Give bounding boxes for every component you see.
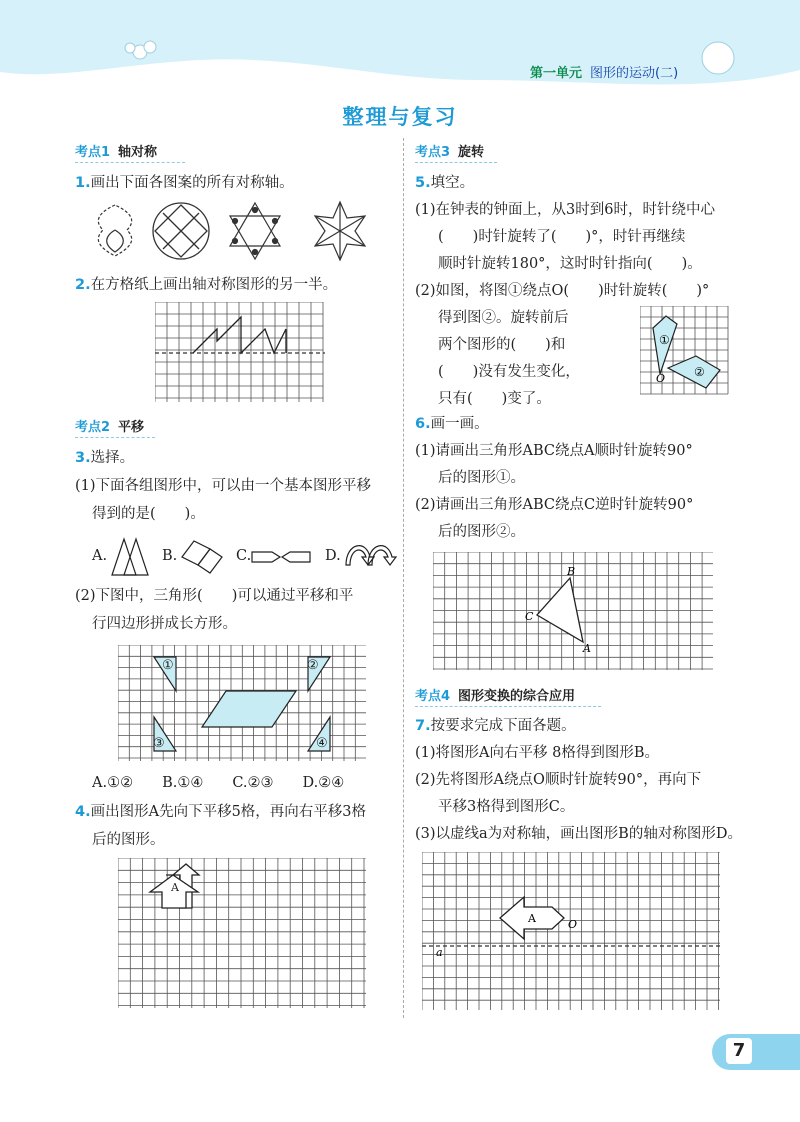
- vertex-c-label: C: [525, 610, 534, 623]
- q5-part1-line3: 顺时针旋转180°，这时时针指向( )。: [438, 256, 702, 272]
- q7-grid: [422, 852, 722, 1012]
- q4-line2: 后的图形。: [92, 832, 165, 848]
- rhombus-figure: [182, 541, 222, 573]
- axis-a-label: a: [436, 946, 443, 959]
- q4-grid: [118, 858, 368, 1010]
- section-1-heading: 考点1 轴对称: [75, 141, 185, 163]
- question-1: 1.画出下面各图案的所有对称轴。: [75, 175, 294, 191]
- q5-part2-line4: ( )没有发生变化，: [438, 364, 580, 380]
- label-1: ①: [162, 658, 174, 673]
- question-5: 5.填空。: [415, 175, 475, 191]
- question-3: 3.选择。: [75, 450, 135, 466]
- q5-part2-line1: (2)如图，将图①绕点O( )时针旋转( )°: [415, 283, 710, 299]
- chapter-label: 图形的运动(二): [590, 66, 679, 81]
- q3-part2-line1: (2)下图中，三角形( )可以通过平移和平: [75, 588, 354, 604]
- q3-option-d: D.: [325, 548, 341, 564]
- shape-a-label: A: [528, 912, 536, 925]
- q2-grid: [155, 302, 325, 404]
- column-divider: [403, 138, 404, 1018]
- q6-part1-line1: (1)请画出三角形ABC绕点A顺时针旋转90°: [415, 443, 693, 459]
- q7-part1: (1)将图形A向右平移 8格得到图形B。: [415, 745, 659, 761]
- q3-option-c: C.: [236, 548, 252, 564]
- question-7: 7.按要求完成下面各题。: [415, 718, 576, 734]
- label-3: ③: [153, 736, 165, 751]
- page-number: 7: [726, 1038, 752, 1064]
- q3-option-a: A.: [92, 548, 108, 564]
- triangle-abc: [537, 578, 583, 642]
- header-band: [0, 0, 800, 95]
- q3-option-b: B.: [162, 548, 178, 564]
- label-4: ④: [316, 736, 328, 751]
- vertex-b-label: B: [567, 565, 576, 578]
- q3-part1-line1: (1)下面各组图形中，可以由一个基本图形平移: [75, 478, 372, 494]
- q3-part1-line2: 得到的是( )。: [92, 506, 205, 522]
- question-6: 6.画一画。: [415, 416, 489, 432]
- point-o-label: O: [656, 372, 666, 385]
- half-figure: [193, 317, 286, 353]
- page-title: 整理与复习: [342, 105, 458, 129]
- parallelogram: [202, 691, 296, 727]
- figure-2-label: ②: [694, 365, 705, 379]
- q3-choices: A.①② B.①④ C.②③ D.②④: [92, 775, 345, 791]
- q5-part1-line1: (1)在钟表的钟面上，从3时到6时，时针绕中心: [415, 202, 715, 218]
- q6-grid: [433, 552, 715, 672]
- q3-part2-line2: 行四边形拼成长方形。: [92, 616, 237, 632]
- q5-part1-line2: ( )时针旋转了( )°，时针再继续: [438, 229, 686, 245]
- question-2: 2.在方格纸上画出轴对称图形的另一半。: [75, 277, 338, 293]
- unit-label: 第一单元: [530, 66, 583, 81]
- q6-part1-line2: 后的图形①。: [438, 470, 525, 486]
- triangles-figure: [112, 539, 148, 575]
- vertex-a-label: A: [583, 642, 591, 655]
- point-o-label: O: [568, 918, 578, 931]
- q5-part2-line3: 两个图形的( )和: [438, 337, 566, 353]
- q7-part3: (3)以虚线a为对称轴，画出图形B的轴对称图形D。: [415, 826, 742, 842]
- q5-part2-line5: 只有( )变了。: [438, 391, 551, 407]
- section-3-heading: 考点3 旋转: [415, 141, 497, 163]
- arrows-figure: [252, 552, 310, 562]
- question-4: 4.画出图形A先向下平移5格，再向右平移3格: [75, 804, 367, 820]
- leaf-pattern: [98, 205, 131, 256]
- q6-part2-line1: (2)请画出三角形ABC绕点C逆时针旋转90°: [415, 497, 694, 513]
- q5-part2-line2: 得到图②。旋转前后: [438, 310, 569, 326]
- label-2: ②: [307, 658, 319, 673]
- q3-grid: [118, 645, 368, 763]
- section-4-heading: 考点4 图形变换的综合应用: [415, 685, 601, 707]
- page-number-tab: [712, 1034, 800, 1070]
- unit-header: [530, 62, 678, 81]
- star-of-david-pattern: [230, 203, 280, 259]
- hooks-figure: [346, 546, 396, 565]
- shape-a-label: A: [171, 881, 179, 894]
- q6-part2-line2: 后的图形②。: [438, 524, 525, 540]
- section-2-heading: 考点2 平移: [75, 416, 155, 438]
- q5-grid: [640, 306, 730, 396]
- six-point-star-pattern: [315, 202, 365, 260]
- q7-part2-line1: (2)先将图形A绕点O顺时针旋转90°，再向下: [415, 772, 702, 788]
- q3-option-figures: [110, 535, 400, 580]
- q1-patterns: [85, 200, 395, 262]
- sun-icon: [702, 42, 734, 74]
- circle-square-pattern: [153, 203, 209, 259]
- figure-1-label: ①: [659, 333, 670, 347]
- q7-part2-line2: 平移3格得到图形C。: [438, 799, 575, 815]
